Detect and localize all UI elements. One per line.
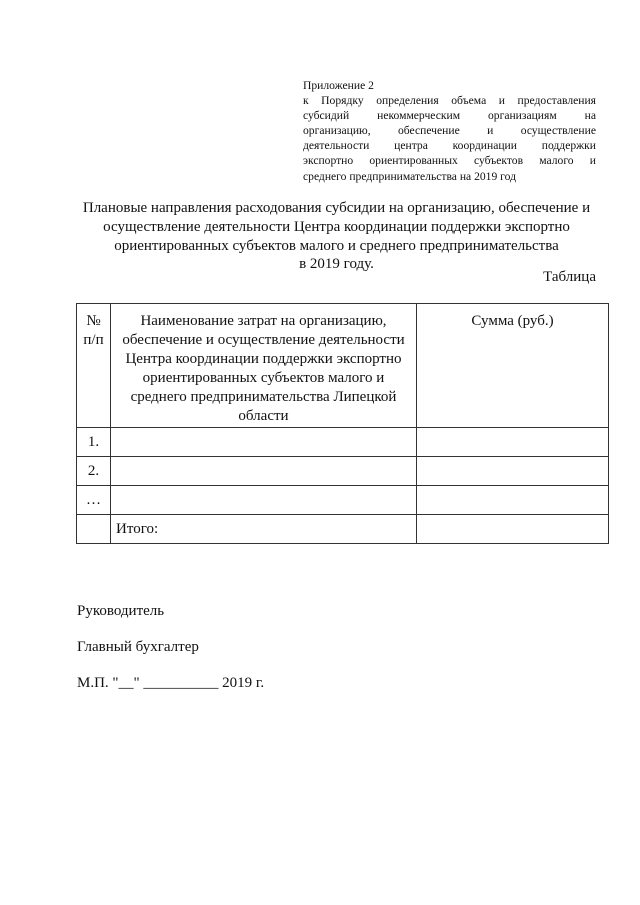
- title-line: ориентированных субъектов малого и среднего предпринимательства: [114, 237, 559, 254]
- row-name: [111, 428, 417, 457]
- table-header-row: [77, 304, 609, 428]
- table-total-row: [77, 515, 609, 544]
- row-num: …: [77, 486, 111, 515]
- table-label: Таблица: [543, 269, 596, 285]
- row-num: 2.: [77, 457, 111, 486]
- row-sum: [417, 457, 609, 486]
- table-row: [77, 457, 609, 486]
- document-title: [70, 199, 603, 274]
- header-sum: Сумма (руб.): [417, 304, 609, 428]
- table-row: [77, 428, 609, 457]
- title-line: в 2019 году.: [299, 256, 374, 273]
- signature-head: Руководитель: [77, 603, 165, 619]
- row-sum: [417, 486, 609, 515]
- appendix-line: организацию, обеспечение и осуществление: [303, 124, 596, 138]
- row-num: 1.: [77, 428, 111, 457]
- title-line: Плановые направления расходования субсидии на организацию, обеспечение и: [82, 200, 591, 216]
- table-row: [77, 486, 609, 515]
- expense-table: [76, 303, 609, 544]
- row-num: [77, 515, 111, 544]
- row-sum: [417, 515, 609, 544]
- row-name: Итого:: [111, 515, 417, 544]
- header-num: № п/п: [77, 304, 111, 428]
- appendix-block: [303, 78, 596, 184]
- row-sum: [417, 428, 609, 457]
- appendix-line: экспортно ориентированных субъектов малого и: [303, 154, 596, 168]
- signature-accountant: Главный бухгалтер: [77, 639, 199, 655]
- stamp-date-line: М.П. "__" __________ 2019 г.: [77, 675, 265, 691]
- appendix-line: деятельности центра координации поддержки: [303, 139, 596, 153]
- appendix-title: Приложение 2: [303, 79, 374, 92]
- appendix-line: среднего предпринимательства на 2019 год: [303, 169, 516, 183]
- row-name: [111, 457, 417, 486]
- title-line: осуществление деятельности Центра координации поддержки экспортно: [103, 218, 570, 235]
- header-name: Наименование затрат на организацию, обеспечение и осуществление деятельности Центра координации поддержки экспортно ориентированных субъектов малого и среднего предпринимательства Липецкой области: [111, 304, 417, 428]
- row-name: [111, 486, 417, 515]
- appendix-line: субсидий некоммерческим организациям на: [303, 109, 596, 123]
- appendix-line: к Порядку определения объема и предоставления: [303, 94, 596, 108]
